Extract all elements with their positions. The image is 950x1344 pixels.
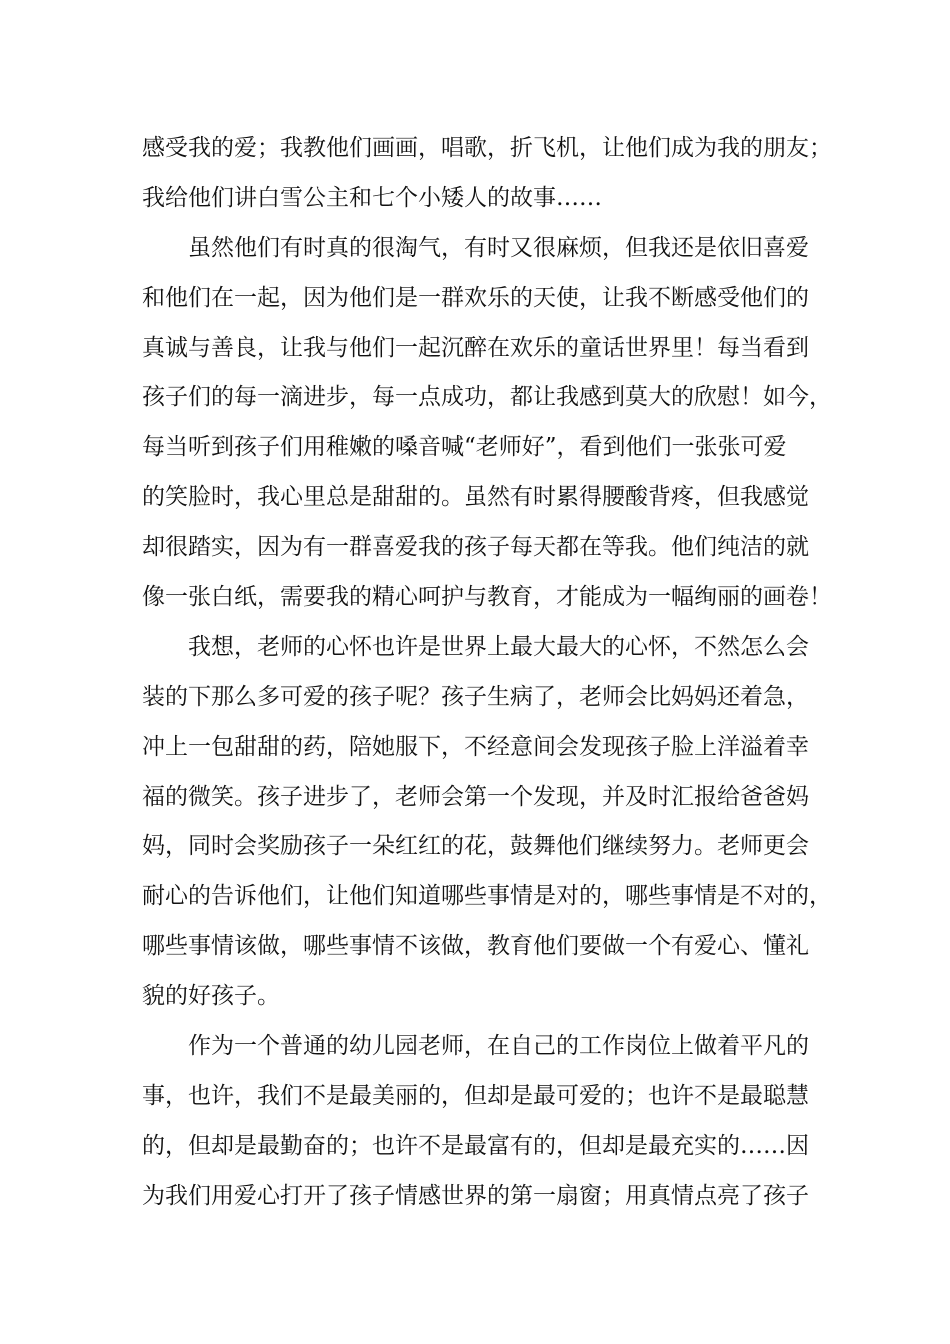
text-line: 貌的好孩子。 — [142, 983, 280, 1010]
body-text — [142, 124, 832, 1222]
text-line: 感受我的爱；我教他们画画，唱歌，折飞机，让他们成为我的朋友； — [142, 135, 832, 161]
paragraph-start-line: 虽然他们有时真的很淘气，有时又很麻烦，但我还是依旧喜爱 — [188, 234, 809, 261]
paragraph-start-line: 我想，老师的心怀也许是世界上最大最大的心怀，不然怎么会 — [188, 633, 809, 660]
text-line: 耐心的告诉他们，让他们知道哪些事情是对的，哪些事情是不对的， — [142, 883, 832, 910]
text-line: 孩子们的每一滴进步，每一点成功，都让我感到莫大的欣慰！如今， — [142, 384, 832, 411]
paragraph-start-line: 作为一个普通的幼儿园老师，在自己的工作岗位上做着平凡的 — [188, 1033, 809, 1060]
text-line: 的，但却是最勤奋的；也许不是最富有的，但却是最充实的……因 — [142, 1132, 809, 1159]
text-line: 冲上一包甜甜的药，陪她服下，不经意间会发现孩子脸上洋溢着幸 — [142, 733, 809, 760]
text-line: 却很踏实，因为有一群喜爱我的孩子每天都在等我。他们纯洁的就 — [142, 534, 809, 561]
text-line: 我给他们讲白雪公主和七个小矮人的故事…… — [142, 184, 602, 211]
text-line: 的笑脸时，我心里总是甜甜的。虽然有时累得腰酸背疼，但我感觉 — [142, 484, 809, 511]
text-line: 真诚与善良，让我与他们一起沉醉在欢乐的童话世界里！每当看到 — [142, 334, 809, 361]
text-line: 福的微笑。孩子进步了，老师会第一个发现，并及时汇报给爸爸妈 — [142, 783, 809, 810]
text-line: 每当听到孩子们用稚嫩的嗓音喊“老师好”，看到他们一张张可爱 — [142, 434, 787, 461]
text-line: 事，也许，我们不是最美丽的，但却是最可爱的；也许不是最聪慧 — [142, 1082, 809, 1109]
text-line: 和他们在一起，因为他们是一群欢乐的天使，让我不断感受他们的 — [142, 284, 809, 311]
text-line: 装的下那么多可爱的孩子呢？孩子生病了，老师会比妈妈还着急， — [142, 683, 809, 710]
text-line: 为我们用爱心打开了孩子情感世界的第一扇窗；用真情点亮了孩子 — [142, 1182, 809, 1209]
text-line: 妈，同时会奖励孩子一朵红红的花，鼓舞他们继续努力。老师更会 — [142, 833, 809, 860]
text-line: 像一张白纸，需要我的精心呵护与教育，才能成为一幅绚丽的画卷！ — [142, 584, 832, 611]
text-line: 哪些事情该做，哪些事情不该做，教育他们要做一个有爱心、懂礼 — [142, 933, 809, 960]
